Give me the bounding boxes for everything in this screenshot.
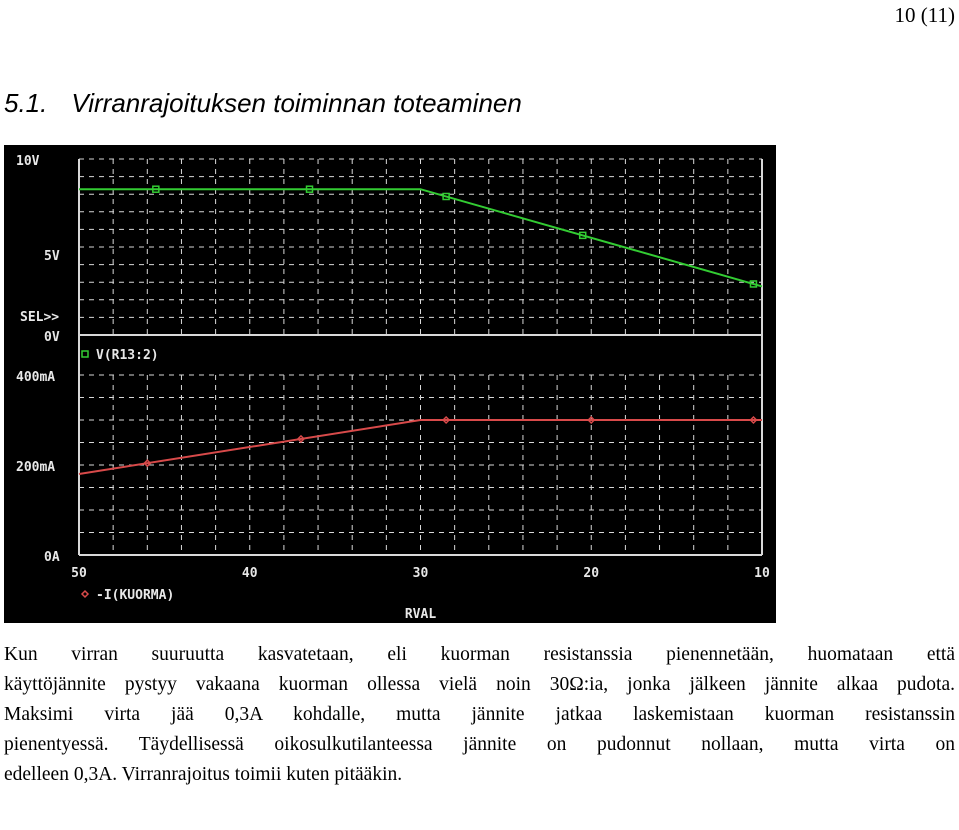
y-tick-label: 5V bbox=[44, 249, 60, 264]
selector-label: SEL>> bbox=[20, 310, 60, 325]
body-paragraph bbox=[4, 640, 955, 790]
section-number: 5.1. bbox=[4, 88, 48, 118]
body-line: käyttöjännite pystyy vakaana kuorman ollessa vielä noin 30Ω:ia, jonka jälkeen jännite alkaa pudota. bbox=[4, 674, 955, 695]
y-tick-label: 0V bbox=[44, 330, 60, 345]
x-tick-label: 30 bbox=[412, 566, 429, 581]
page-number: 10 (11) bbox=[894, 3, 955, 27]
plot-canvas bbox=[4, 145, 776, 623]
y-tick-label: 200mA bbox=[16, 460, 56, 475]
body-line: Kun virran suuruutta kasvatetaan, eli kuorman resistanssia pienennetään, huomataan että bbox=[4, 644, 955, 665]
body-line: edelleen 0,3A. Virranrajoitus toimii kuten pitääkin. bbox=[4, 764, 403, 785]
section-title: Virranrajoituksen toiminnan toteaminen bbox=[71, 88, 522, 118]
body-line: Maksimi virta jää 0,3A kohdalle, mutta jännite jatkaa laskemistaan kuorman resistanssin bbox=[4, 704, 955, 725]
body-line: pienentyessä. Täydellisessä oikosulkutilanteessa jännite on pudonnut nollaan, mutta virta on bbox=[4, 734, 955, 755]
voltage-legend-marker bbox=[82, 351, 88, 357]
section-heading bbox=[4, 88, 522, 119]
simulation-plot bbox=[4, 145, 776, 623]
x-tick-label: 10 bbox=[754, 566, 770, 581]
x-tick-label: 50 bbox=[71, 566, 87, 581]
x-tick-label: 40 bbox=[241, 566, 258, 581]
y-tick-label: 10V bbox=[16, 154, 40, 169]
current-legend-marker bbox=[82, 591, 88, 597]
current-legend-label: -I(KUORMA) bbox=[96, 588, 175, 603]
y-tick-label: 400mA bbox=[16, 370, 56, 385]
x-tick-label: 20 bbox=[583, 566, 600, 581]
y-tick-label: 0A bbox=[44, 550, 60, 565]
x-axis-label: RVAL bbox=[404, 607, 437, 622]
voltage-legend-label: V(R13:2) bbox=[96, 348, 159, 363]
